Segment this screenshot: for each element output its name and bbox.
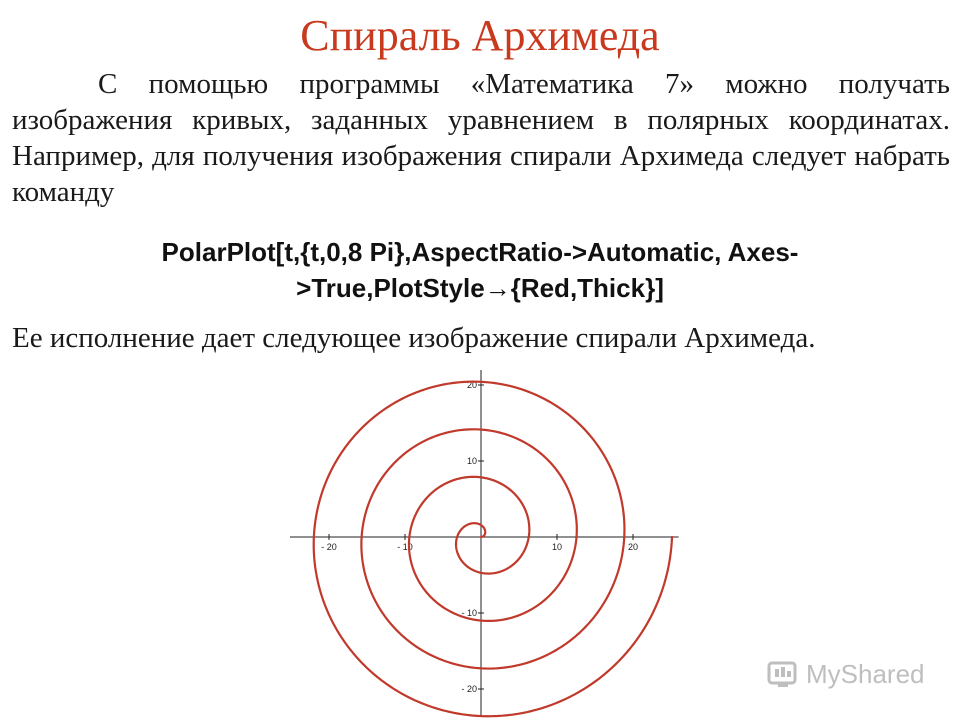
x-tick-label: - 20 [321,542,337,552]
y-tick-label: - 20 [461,684,477,694]
command-line-2: >True,PlotStyle→{Red,Thick}] [296,273,664,303]
watermark-text: MyShared [806,658,925,689]
slide-title: Спираль Архимеда [300,11,660,60]
spiral-series-line [314,382,672,717]
y-tick-label: 10 [466,456,477,466]
x-tick-label: 20 [627,542,639,552]
result-text: Ее исполнение дает следующее изображение спирали Архимеда. [12,322,816,354]
intro-paragraph: С помощью программы «Математика 7» можно получать изображения кривых, заданных уравнением в полярных координатах. Например, для получения изображения спирали Архимеда следует набрать команду [12,68,950,208]
myshared-logo-icon [766,657,800,691]
watermark [766,654,936,694]
command-line-1: PolarPlot[t,{t,0,8 Pi},AspectRatio->Automatic, Axes- [161,237,799,267]
x-tick-label: - 10 [397,542,413,552]
y-tick-label: 20 [466,380,477,390]
y-tick-label: - 10 [461,608,477,618]
x-tick-label: 10 [551,542,563,552]
spiral-plot [290,370,680,720]
command-block [0,234,960,306]
